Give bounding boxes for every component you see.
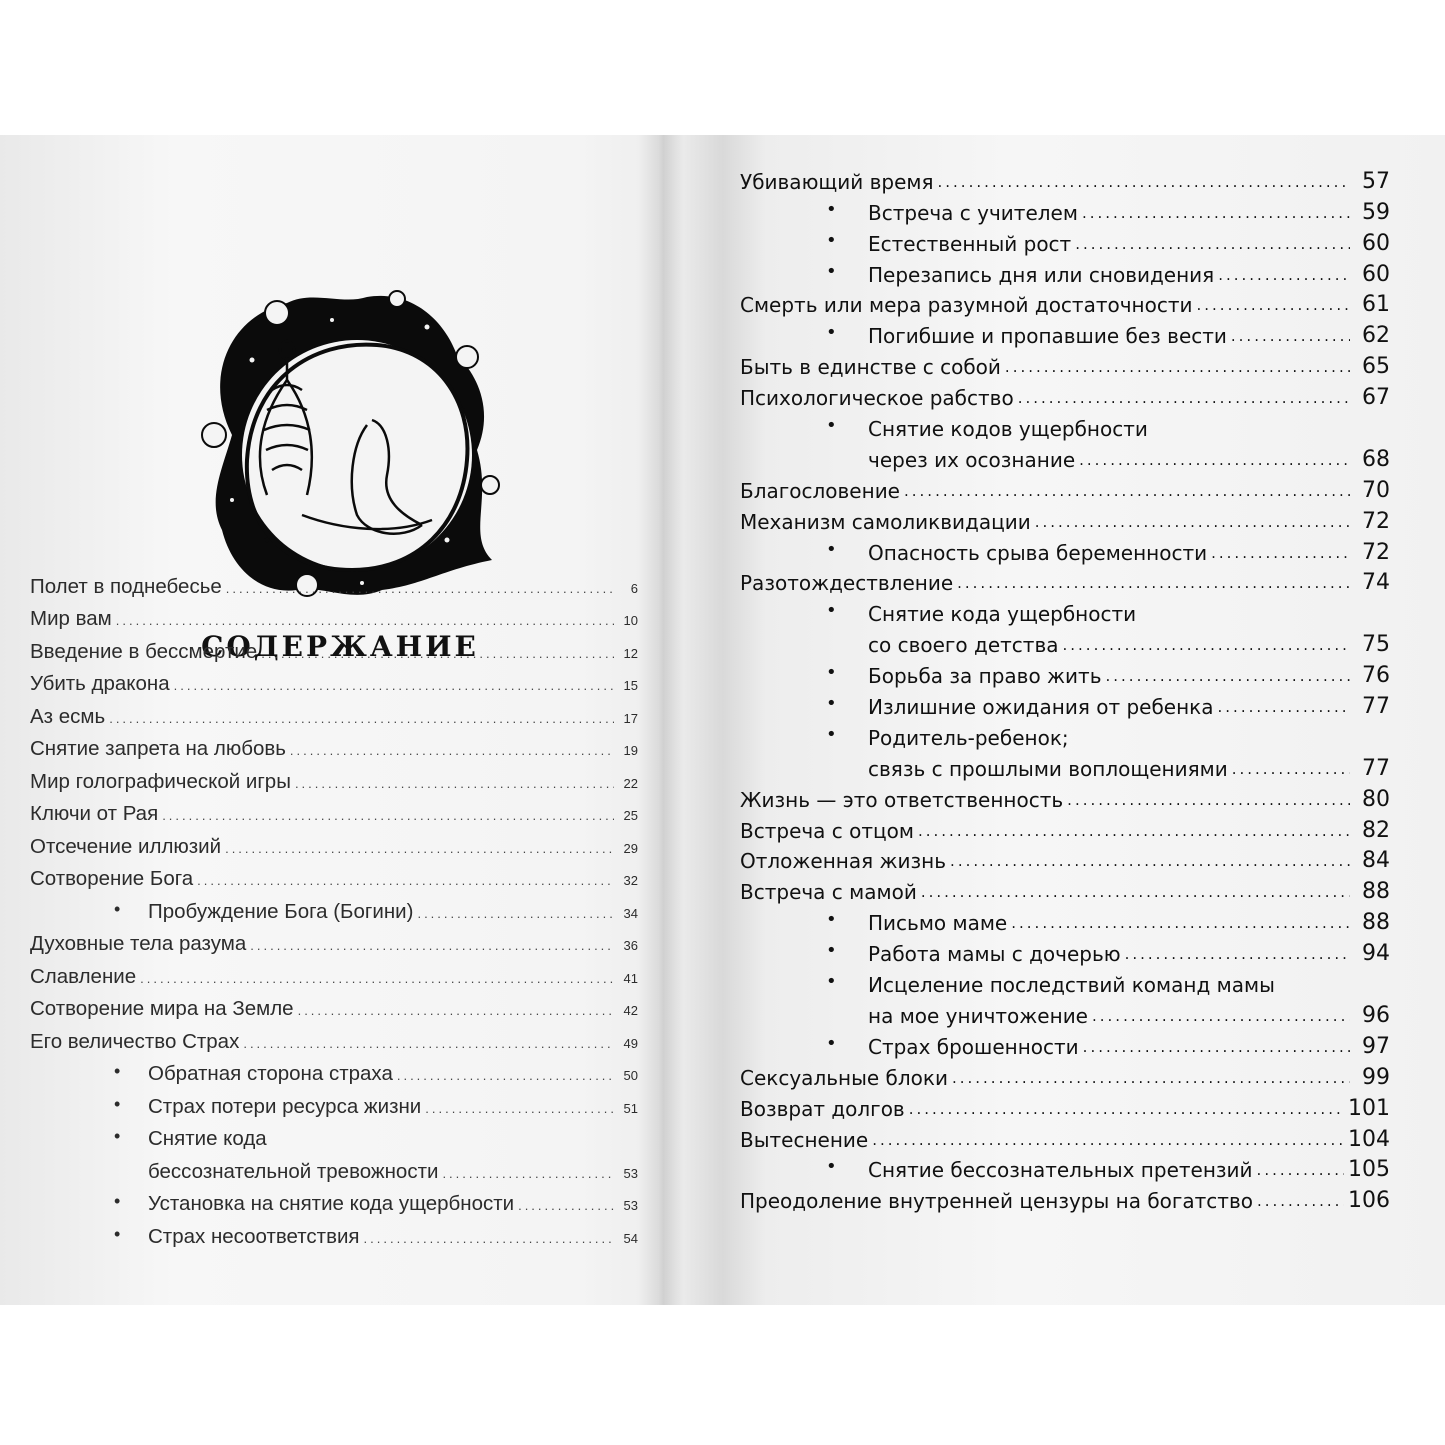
toc-entry	[30, 924, 638, 957]
toc-entry-page: 59	[1362, 199, 1390, 225]
toc-entry	[740, 441, 1390, 472]
dot-leader	[1106, 667, 1351, 688]
dot-leader	[1067, 791, 1350, 812]
toc-entry-title: через их осознание	[868, 447, 1076, 472]
bullet-icon: •	[826, 600, 837, 622]
toc-entry-title: Введение в бессмертие	[30, 639, 258, 663]
toc-entry	[30, 1184, 638, 1217]
toc-entry	[740, 626, 1390, 657]
toc-entry-title: Опасность срыва беременности	[868, 540, 1208, 565]
toc-entry-title: со своего детства	[868, 633, 1059, 658]
toc-entry-title: Снятие запрета на любовь	[30, 737, 286, 760]
toc-entry	[740, 256, 1390, 287]
bullet-icon: •	[826, 662, 837, 684]
dot-leader	[295, 776, 614, 794]
toc-entry	[740, 379, 1390, 410]
dot-leader	[442, 1166, 614, 1184]
toc-entry	[740, 1059, 1390, 1090]
toc-entry-page: 74	[1362, 570, 1390, 596]
dot-leader	[1079, 451, 1350, 472]
bullet-icon: •	[826, 1032, 837, 1054]
toc-entry-title: Пробуждение Бога (Богини)	[148, 899, 414, 923]
toc-entry	[740, 781, 1390, 812]
toc-entry-page: 84	[1362, 848, 1390, 874]
dot-leader	[1092, 1007, 1350, 1028]
toc-entry-title: Установка на снятие кода ущербности	[148, 1192, 515, 1215]
toc-entry-page: 94	[1362, 941, 1390, 967]
toc-entry	[740, 287, 1390, 318]
dot-leader	[1083, 1038, 1350, 1059]
toc-entry-page: 76	[1362, 663, 1390, 689]
bullet-icon: •	[114, 898, 121, 919]
toc-entry-title: Смерть или мера разумной достаточности	[740, 293, 1193, 318]
bullet-icon: •	[826, 260, 837, 282]
toc-entry-page: 80	[1362, 786, 1390, 812]
toc-entry-title: Сотворение Бога	[30, 867, 194, 890]
toc-entry-title: Убить дракона	[30, 672, 170, 695]
toc-entry	[30, 1021, 638, 1054]
bullet-icon: •	[826, 322, 837, 344]
book-spread	[0, 135, 1445, 1305]
dot-leader	[872, 1131, 1344, 1152]
toc-entry-title: Отложенная жизнь	[740, 849, 947, 874]
toc-entry-title: Страх брошенности	[868, 1034, 1079, 1059]
dot-leader	[290, 743, 614, 761]
toc-entry	[30, 696, 638, 729]
toc-entry	[740, 503, 1390, 534]
toc-entry-page: 36	[623, 938, 638, 953]
toc-entry	[30, 566, 638, 599]
toc-entry-page: 70	[1362, 477, 1390, 503]
toc-entry-title: Жизнь — это ответственность	[740, 787, 1064, 812]
toc-entry-title: Исцеление последствий команд мамы	[868, 973, 1275, 998]
toc-entry-page: 60	[1362, 261, 1390, 287]
toc-entry-title: Быть в единстве с собой	[740, 355, 1001, 380]
bullet-icon: •	[826, 229, 837, 251]
toc-entry-page: 29	[623, 840, 638, 856]
dot-leader	[417, 906, 614, 924]
toc-entry-page: 41	[623, 970, 638, 986]
bullet-icon: •	[826, 1156, 837, 1178]
dot-leader	[904, 482, 1350, 503]
toc-entry-page: 54	[623, 1230, 638, 1246]
dot-leader	[1218, 698, 1350, 719]
toc-entry-title: Духовные тела разума	[30, 932, 247, 955]
toc-entry-page: 12	[623, 645, 638, 661]
bullet-icon: •	[826, 415, 837, 437]
toc-entry-title: Мир вам	[30, 607, 112, 630]
toc-entry-title: Сотворение мира на Земле	[30, 997, 294, 1020]
toc-entry	[30, 1086, 638, 1119]
toc-entry-page: 96	[1362, 1002, 1390, 1028]
dot-leader	[1005, 358, 1350, 379]
toc-entry-title: Вытеснение	[740, 1127, 869, 1152]
toc-entry	[30, 826, 638, 859]
toc-entry-title: Механизм самоликвидации	[740, 509, 1031, 534]
dot-leader	[1063, 636, 1351, 657]
dot-leader	[1011, 914, 1350, 935]
toc-entry	[740, 966, 1390, 997]
toc-entry-page: 6	[630, 580, 638, 596]
toc-entry-page: 101	[1348, 1095, 1390, 1121]
toc-entry	[740, 1152, 1390, 1183]
toc-entry-title: Снятие кода	[148, 1127, 267, 1150]
toc-entry-title: Перезапись дня или сновидения	[868, 262, 1215, 287]
dot-leader	[243, 1036, 614, 1054]
toc-entry-title: Благословение	[740, 478, 900, 503]
toc-entry-title: Обратная сторона страха	[148, 1062, 393, 1085]
dot-leader	[226, 581, 614, 599]
toc-entry-title: Мир голографической игры	[30, 769, 291, 793]
toc-entry	[740, 657, 1390, 688]
toc-entry-page: 77	[1362, 755, 1390, 781]
dot-leader	[1125, 945, 1350, 966]
bullet-icon: •	[114, 1223, 121, 1244]
toc-entry	[30, 664, 638, 697]
toc-entry-page: 49	[623, 1035, 638, 1051]
dot-leader	[518, 1198, 614, 1216]
toc-entry-page: 60	[1362, 230, 1390, 256]
toc-entry	[30, 599, 638, 632]
toc-entry	[30, 761, 638, 794]
toc-entry-title: Снятие кодов ущербности	[868, 417, 1148, 442]
dot-leader	[1231, 327, 1350, 348]
toc-entry	[740, 534, 1390, 565]
toc-entry	[740, 225, 1390, 256]
dot-leader	[364, 1231, 614, 1249]
toc-entry	[740, 410, 1390, 441]
toc-left-page	[30, 566, 638, 1249]
toc-entry-page: 53	[623, 1165, 638, 1181]
toc-entry-title: Сексуальные блоки	[740, 1065, 948, 1090]
toc-entry	[30, 1216, 638, 1249]
toc-entry-title: Разотождествление	[740, 571, 954, 596]
dot-leader	[261, 646, 614, 664]
toc-entry-title: Борьба за право жить	[868, 664, 1102, 689]
toc-entry	[30, 794, 638, 827]
toc-entry-page: 42	[623, 1003, 638, 1018]
toc-entry	[740, 565, 1390, 596]
toc-entry-title: Славление	[30, 964, 137, 988]
toc-entry-title: на мое уничтожение	[868, 1003, 1088, 1028]
toc-entry-title: Аз есмь	[30, 704, 106, 728]
toc-entry	[740, 472, 1390, 503]
toc-entry	[740, 812, 1390, 843]
dot-leader	[918, 822, 1350, 843]
bullet-icon: •	[826, 198, 837, 220]
dot-leader	[1232, 760, 1350, 781]
toc-entry-page: 82	[1362, 817, 1390, 843]
dot-leader	[116, 613, 614, 631]
toc-entry-page: 106	[1348, 1188, 1390, 1214]
dot-leader	[140, 971, 614, 989]
dot-leader	[162, 808, 614, 826]
toc-entry-title: Встреча с отцом	[740, 818, 914, 843]
book-gutter	[638, 135, 684, 1305]
bullet-icon: •	[826, 909, 837, 931]
dot-leader	[298, 1003, 614, 1021]
toc-entry-page: 51	[623, 1100, 638, 1116]
dot-leader	[397, 1068, 614, 1086]
toc-entry	[30, 1054, 638, 1087]
dot-leader	[1035, 513, 1350, 534]
toc-entry-page: 53	[623, 1198, 638, 1213]
dot-leader	[225, 841, 614, 859]
dot-leader	[1018, 389, 1350, 410]
bullet-icon: •	[114, 1093, 121, 1114]
toc-entry-title: Отсечение иллюзий	[30, 834, 222, 858]
toc-entry-page: 61	[1362, 292, 1390, 318]
dot-leader	[950, 852, 1350, 873]
toc-entry-page: 17	[623, 710, 638, 726]
toc-entry-title: Снятие бессознательных претензий	[868, 1158, 1253, 1183]
toc-entry	[30, 729, 638, 762]
toc-entry	[30, 891, 638, 924]
toc-entry-title: Снятие кода ущербности	[868, 602, 1137, 627]
dot-leader	[1211, 544, 1350, 565]
toc-entry-page: 77	[1362, 694, 1390, 720]
toc-entry	[740, 935, 1390, 966]
toc-entry-page: 57	[1362, 168, 1390, 194]
toc-entry-page: 25	[623, 808, 638, 823]
toc-entry-title: Естественный рост	[868, 231, 1072, 256]
toc-entry	[740, 873, 1390, 904]
dot-leader	[197, 873, 614, 891]
dot-leader	[174, 678, 614, 696]
toc-entry	[30, 1119, 638, 1152]
toc-entry-page: 75	[1362, 632, 1390, 658]
toc-entry-page: 15	[623, 678, 638, 693]
toc-entry-page: 50	[623, 1068, 638, 1083]
dot-leader	[952, 1069, 1350, 1090]
dot-leader	[938, 173, 1351, 194]
dot-leader	[250, 938, 614, 956]
toc-entry	[740, 1090, 1390, 1121]
toc-entry-title: Страх потери ресурса жизни	[148, 1094, 422, 1118]
dot-leader	[1197, 296, 1351, 317]
toc-entry	[740, 843, 1390, 874]
dot-leader	[909, 1100, 1344, 1121]
toc-entry-page: 19	[623, 743, 638, 758]
toc-entry-title: связь с прошлыми воплощениями	[868, 756, 1228, 781]
dot-leader	[1082, 204, 1350, 225]
toc-entry	[30, 989, 638, 1022]
toc-entry	[740, 317, 1390, 348]
dot-leader	[109, 711, 614, 729]
bullet-icon: •	[826, 693, 837, 715]
dot-leader	[957, 574, 1350, 595]
toc-entry	[30, 859, 638, 892]
toc-entry-page: 68	[1362, 446, 1390, 472]
toc-entry-page: 72	[1362, 508, 1390, 534]
toc-entry	[740, 997, 1390, 1028]
toc-entry	[740, 750, 1390, 781]
bullet-icon: •	[826, 940, 837, 962]
dot-leader	[1257, 1192, 1344, 1213]
toc-entry-title: Убивающий время	[740, 169, 934, 194]
bullet-icon: •	[114, 1191, 121, 1211]
toc-entry-page: 22	[623, 775, 638, 791]
toc-entry-title: Погибшие и пропавшие без вести	[868, 324, 1227, 349]
toc-entry	[740, 1028, 1390, 1059]
toc-entry-title: Ключи от Рая	[30, 802, 159, 825]
toc-entry-page: 88	[1362, 910, 1390, 936]
toc-entry	[740, 595, 1390, 626]
toc-entry-title: Психологическое рабство	[740, 386, 1014, 411]
toc-entry-page: 88	[1362, 879, 1390, 905]
bullet-icon: •	[114, 1126, 121, 1146]
toc-entry-title: бессознательной тревожности	[148, 1159, 439, 1183]
toc-entry-page: 105	[1348, 1157, 1390, 1183]
bullet-icon: •	[826, 538, 837, 560]
toc-entry-title: Письмо маме	[868, 911, 1008, 936]
dot-leader	[1218, 266, 1350, 287]
toc-entry-page: 32	[623, 873, 638, 888]
toc-entry-title: Встреча с учителем	[868, 200, 1078, 225]
toc-entry-page: 65	[1362, 354, 1390, 380]
toc-entry	[740, 194, 1390, 225]
toc-entry-title: Работа мамы с дочерью	[868, 942, 1121, 967]
cosmic-figure-illustration	[192, 285, 512, 605]
toc-entry-title: Полет в поднебесье	[30, 574, 222, 598]
toc-entry-title: Излишние ожидания от ребенка	[868, 695, 1214, 720]
toc-entry-title: Его величество Страх	[30, 1029, 240, 1053]
toc-entry-page: 34	[623, 905, 638, 921]
toc-entry-page: 99	[1362, 1064, 1390, 1090]
toc-entry-page: 97	[1362, 1033, 1390, 1059]
toc-entry	[740, 1182, 1390, 1213]
toc-entry-title: Возврат долгов	[740, 1096, 905, 1121]
toc-entry-page: 104	[1348, 1126, 1390, 1152]
toc-entry	[740, 348, 1390, 379]
bullet-icon: •	[114, 1061, 121, 1081]
toc-entry	[740, 1121, 1390, 1152]
toc-entry	[30, 956, 638, 989]
dot-leader	[1075, 235, 1350, 256]
dot-leader	[425, 1101, 614, 1119]
toc-entry	[740, 163, 1390, 194]
toc-entry-page: 10	[623, 613, 638, 628]
dot-leader	[921, 883, 1350, 904]
dot-leader	[1257, 1161, 1344, 1182]
toc-entry-page: 67	[1362, 385, 1390, 411]
toc-entry	[740, 719, 1390, 750]
toc-entry	[740, 688, 1390, 719]
toc-entry-page: 72	[1362, 539, 1390, 565]
toc-right-page	[740, 163, 1390, 1213]
bullet-icon: •	[826, 723, 837, 745]
toc-entry-title: Родитель-ребенок;	[868, 725, 1069, 750]
toc-entry	[740, 904, 1390, 935]
toc-heading: СОДЕРЖАНИЕ	[201, 630, 479, 663]
bullet-icon: •	[826, 971, 837, 993]
toc-entry	[30, 1151, 638, 1184]
toc-entry-title: Встреча с мамой	[740, 880, 917, 905]
toc-entry-title: Страх несоответствия	[148, 1224, 360, 1248]
toc-entry	[30, 631, 638, 664]
toc-entry-page: 62	[1362, 323, 1390, 349]
toc-entry-title: Преодоление внутренней цензуры на богатство	[740, 1189, 1253, 1214]
